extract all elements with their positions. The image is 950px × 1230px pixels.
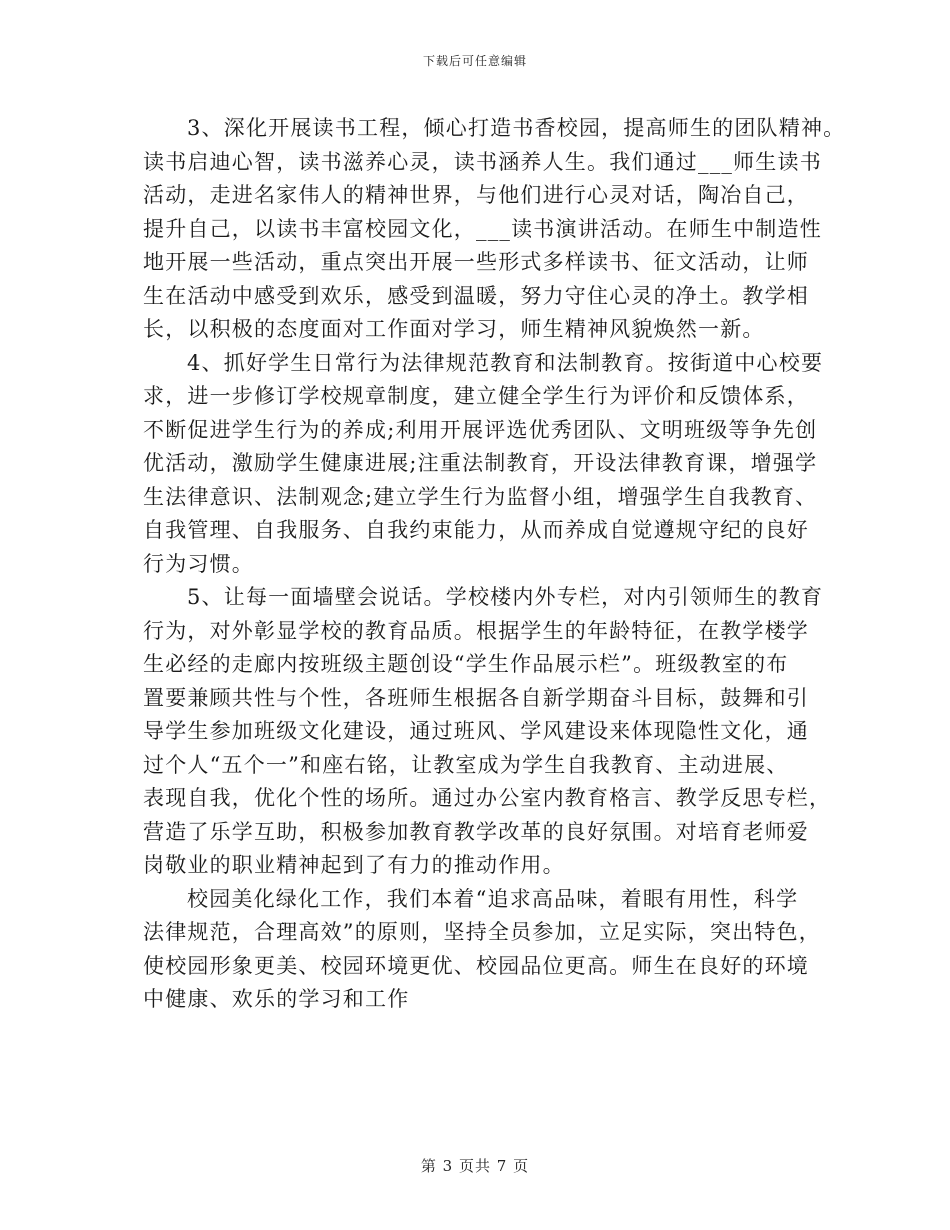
text-line: 使校园形象更美、校园环境更优、校园品位更高。师生在良好的环境	[143, 953, 809, 978]
text-line: 求，进一步修订学校规章制度，建立健全学生行为评价和反馈体系，	[143, 384, 809, 408]
text-line: 3、深化开展读书工程，倾心打造书香校园，提高师生的团队精神。	[187, 116, 846, 140]
text-line: 中健康、欢乐的学习和工作	[143, 987, 410, 1011]
text-line: 营造了乐学互助，积极参加教育教学改革的良好氛围。对培育老师爱	[143, 819, 809, 844]
paragraph-behavior-education	[143, 347, 823, 582]
text-line: 过个人“五个一”和座右铭，让教室成为学生自我教育、主动进展、	[143, 752, 789, 777]
document-body	[143, 112, 846, 1017]
text-line: 行为习惯。	[143, 551, 254, 576]
text-line: 地开展一些活动，重点突出开展一些形式多样读书、征文活动，让师	[143, 250, 809, 274]
text-line: 提升自己，以读书丰富校园文化，___读书演讲活动。在师生中制造性	[143, 216, 822, 241]
text-line: 生法律意识、法制观念;建立学生行为监督小组，增强学生自我教育、	[143, 484, 818, 509]
text-line: 岗敬业的职业精神起到了有力的推动作用。	[143, 853, 565, 877]
paragraph-campus-greening	[143, 883, 823, 1017]
text-line: 自我管理、自我服务、自我约束能力，从而养成自觉遵规守纪的良好	[143, 518, 809, 542]
text-line: 生在活动中感受到欢乐，感受到温暖，努力守住心灵的净土。教学相	[143, 283, 809, 308]
text-line: 生必经的走廊内按班级主题创设“学生作品展示栏”。班级教室的布	[143, 652, 789, 676]
text-line: 4、抓好学生日常行为法律规范教育和法制教育。按街道中心校要	[187, 350, 824, 375]
text-line: 表现自我，优化个性的场所。通过办公室内教育格言、教学反思专栏，	[143, 786, 832, 810]
text-line: 长，以积极的态度面对工作面对学习，师生精神风貌焕然一新。	[143, 317, 765, 341]
text-line: 置要兼顾共性与个性，各班师生根据各自新学期奋斗目标，鼓舞和引	[143, 685, 809, 710]
paragraph-wall-culture	[143, 581, 832, 883]
text-line: 法律规范，合理高效”的原则，坚持全员参加，立足实际，突出特色，	[143, 920, 821, 944]
page-header: 下载后可任意编辑	[422, 54, 527, 68]
text-line: 行为，对外彰显学校的教育品质。根据学生的年龄特征，在教学楼学	[143, 618, 809, 643]
text-line: 5、让每一面墙壁会说话。学校楼内外专栏，对内引领师生的教育	[187, 585, 824, 609]
text-line: 优活动，激励学生健康进展;注重法制教育，开设法律教育课，增强学	[143, 451, 818, 475]
text-line: 导学生参加班级文化建设，通过班风、学风建设来体现隐性文化，通	[143, 719, 809, 743]
text-line: 活动，走进名家伟人的精神世界，与他们进行心灵对话，陶冶自己，	[143, 183, 809, 207]
paragraph-reading-project	[143, 112, 846, 347]
text-line: 校园美化绿化工作，我们本着“追求高品味，着眼有用性，科学	[187, 886, 799, 911]
text-line: 不断促进学生行为的养成;利用开展评选优秀团队、文明班级等争先创	[143, 417, 818, 442]
page-footer: 第 3 页共 7 页	[420, 1157, 530, 1175]
text-line: 读书启迪心智，读书滋养心灵，读书涵养人生。我们通过___师生读书	[143, 149, 822, 174]
